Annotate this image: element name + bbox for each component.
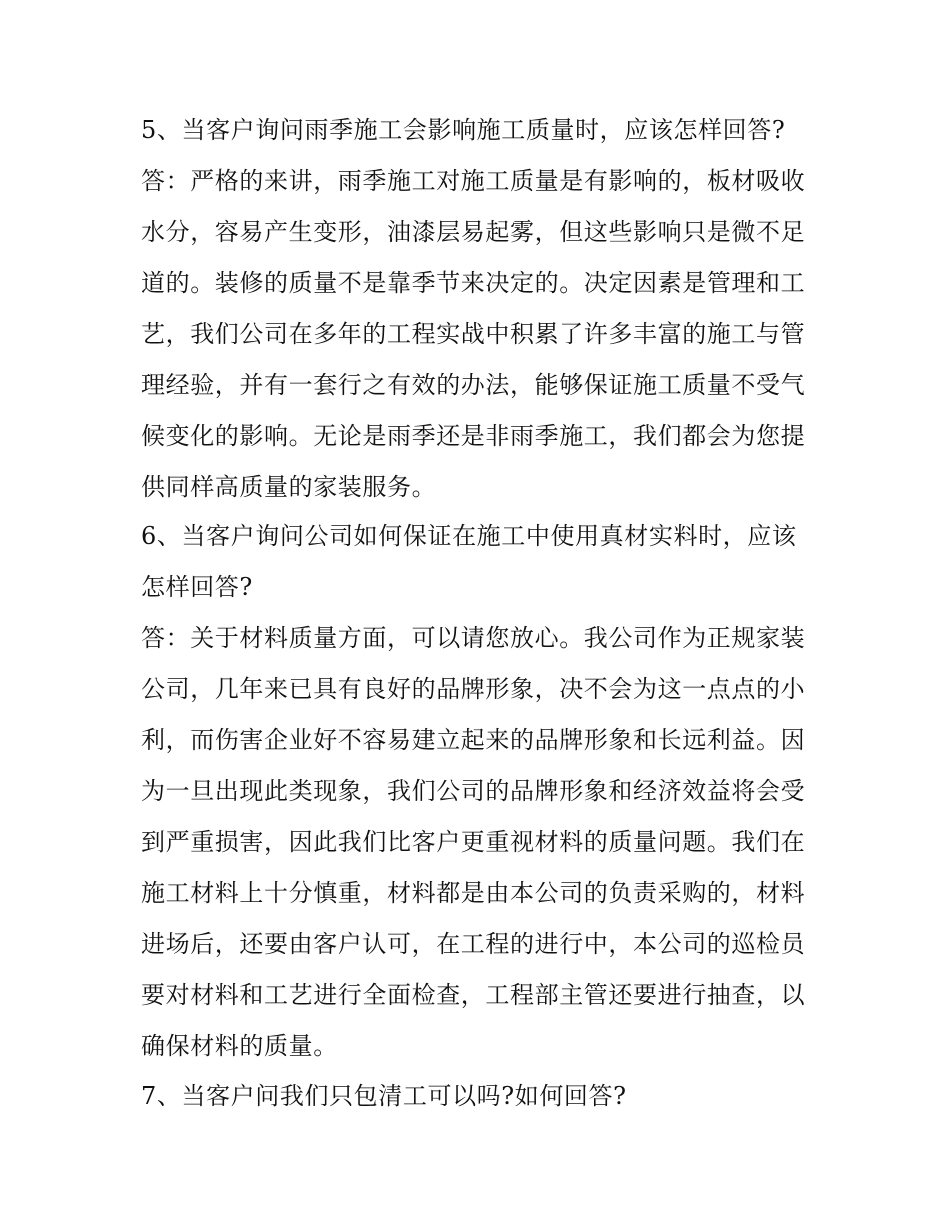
question-5-line-1: 5、当客户询问雨季施工会影响施工质量时，应该怎样回答? [141,116,786,144]
answer-5-line-7: 供同样高质量的家装服务。 [141,473,437,501]
answer-6-line-3: 利，而伤害企业好不容易建立起来的品牌形象和长远利益。因 [141,726,806,754]
answer-6-line-4: 为一旦出现此类现象，我们公司的品牌形象和经济效益将会受 [141,777,806,805]
answer-5-line-2: 水分，容易产生变形，油漆层易起雾，但这些影响只是微不足 [141,218,806,246]
answer-6-line-2: 公司，几年来已具有良好的品牌形象，决不会为这一点点的小 [141,675,806,703]
question-6-line-1: 6、当客户询问公司如何保证在施工中使用真材实料时，应该 [141,522,797,550]
answer-5-line-5: 理经验，并有一套行之有效的办法，能够保证施工质量不受气 [141,371,806,399]
answer-6-line-8: 要对材料和工艺进行全面检查，工程部主管还要进行抽查，以 [141,981,806,1009]
answer-6-line-5: 到严重损害，因此我们比客户更重视材料的质量问题。我们在 [141,828,806,856]
question-7-line-1: 7、当客户问我们只包清工可以吗?如何回答? [141,1082,627,1110]
answer-5-line-3: 道的。装修的质量不是靠季节来决定的。决定因素是管理和工 [141,269,806,297]
answer-5-line-4: 艺，我们公司在多年的工程实战中积累了许多丰富的施工与管 [141,320,806,348]
answer-6-line-9: 确保材料的质量。 [141,1032,338,1060]
answer-6-line-1: 答：关于材料质量方面，可以请您放心。我公司作为正规家装 [141,624,806,652]
answer-6-line-7: 进场后，还要由客户认可，在工程的进行中，本公司的巡检员 [141,930,806,958]
question-6-line-2: 怎样回答? [141,573,253,601]
answer-5-line-1: 答：严格的来讲，雨季施工对施工质量是有影响的，板材吸收 [141,167,806,195]
answer-6-line-6: 施工材料上十分慎重，材料都是由本公司的负责采购的，材料 [141,879,806,907]
answer-5-line-6: 候变化的影响。无论是雨季还是非雨季施工，我们都会为您提 [141,422,806,450]
